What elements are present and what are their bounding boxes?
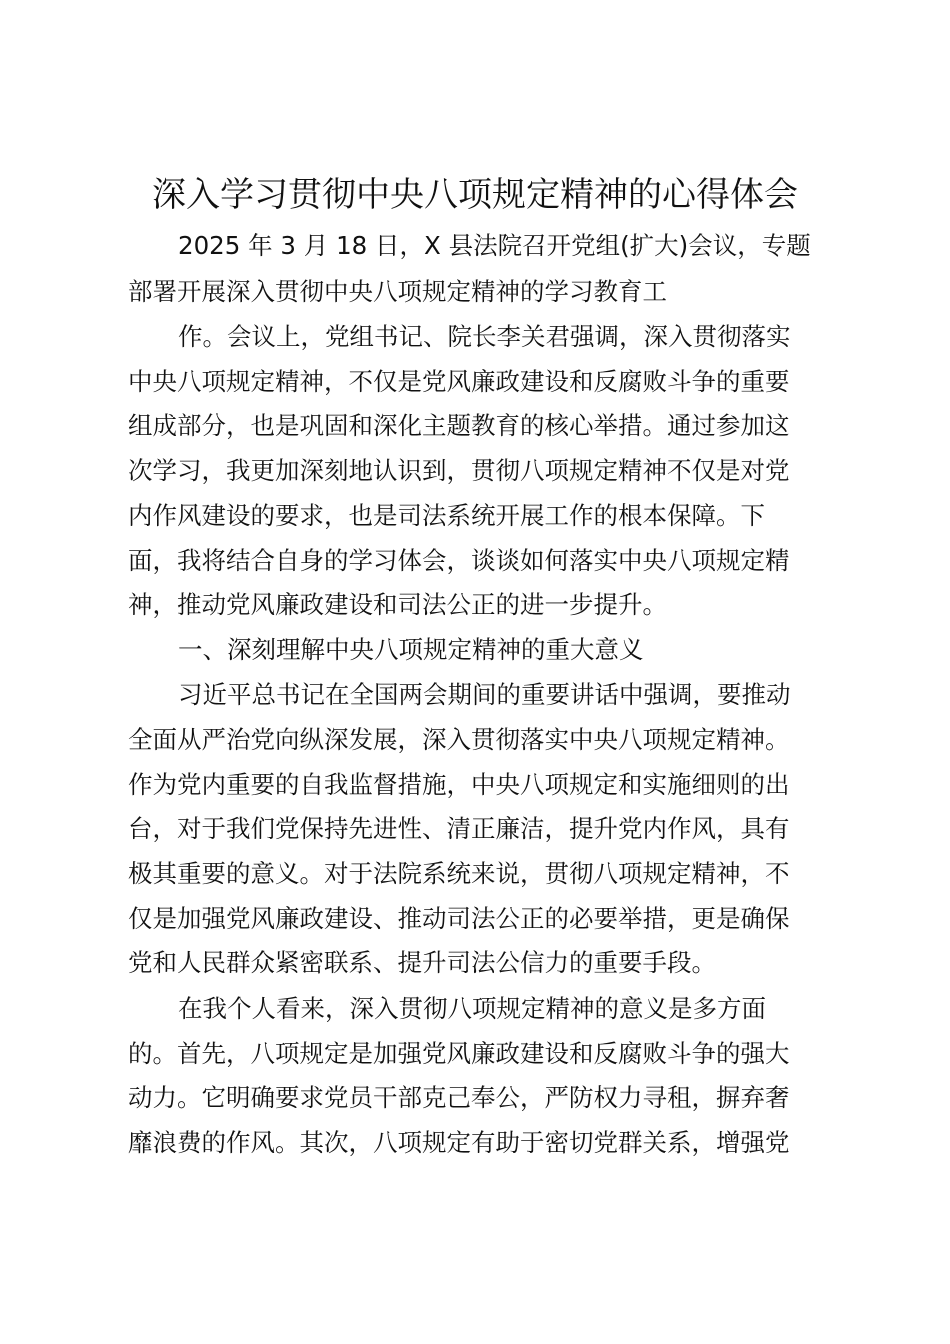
- text-line: 习近平总书记在全国两会期间的重要讲话中强调，要推动: [178, 680, 791, 709]
- text-line: 全面从严治党向纵深发展，深入贯彻落实中央八项规定精神。: [128, 725, 790, 754]
- text-line: 仅是加强党风廉政建设、推动司法公正的必要举措，更是确保: [128, 904, 790, 933]
- text-line: 作为党内重要的自我监督措施，中央八项规定和实施细则的出: [128, 770, 790, 799]
- text-line: 次学习，我更加深刻地认识到，贯彻八项规定精神不仅是对党: [128, 456, 790, 485]
- text-line: 动力。它明确要求党员干部克己奉公，严防权力寻租，摒弃奢: [128, 1083, 790, 1112]
- text-line: 靡浪费的作风。其次，八项规定有助于密切党群关系，增强党: [128, 1128, 790, 1157]
- text-line: 的。首先，八项规定是加强党风廉政建设和反腐败斗争的强大: [128, 1039, 790, 1068]
- section-heading: 一、深刻理解中央八项规定精神的重大意义: [178, 635, 644, 664]
- text-line: 在我个人看来，深入贯彻八项规定精神的意义是多方面: [178, 994, 766, 1023]
- text-line: 面，我将结合自身的学习体会，谈谈如何落实中央八项规定精: [128, 546, 790, 575]
- text-line: 台，对于我们党保持先进性、清正廉洁，提升党内作风，具有: [128, 814, 790, 843]
- text-line: 中央八项规定精神，不仅是党风廉政建设和反腐败斗争的重要: [128, 367, 790, 396]
- text-line: 党和人民群众紧密联系、提升司法公信力的重要手段。: [128, 948, 716, 977]
- text-line: 内作风建设的要求，也是司法系统开展工作的根本保障。下: [128, 501, 765, 530]
- text-line: 作。会议上，党组书记、院长李关君强调，深入贯彻落实: [178, 322, 791, 351]
- text-line: 组成部分，也是巩固和深化主题教育的核心举措。通过参加这: [128, 411, 790, 440]
- text-line: 2025 年 3 月 18 日，X 县法院召开党组(扩大)会议，专题: [178, 231, 811, 260]
- document-title: 深入学习贯彻中央八项规定精神的心得体会: [152, 175, 798, 215]
- text-line: 部署开展深入贯彻中央八项规定精神的学习教育工: [128, 277, 667, 306]
- text-line: 神，推动党风廉政建设和司法公正的进一步提升。: [128, 590, 667, 619]
- text-line: 极其重要的意义。对于法院系统来说，贯彻八项规定精神，不: [128, 859, 790, 888]
